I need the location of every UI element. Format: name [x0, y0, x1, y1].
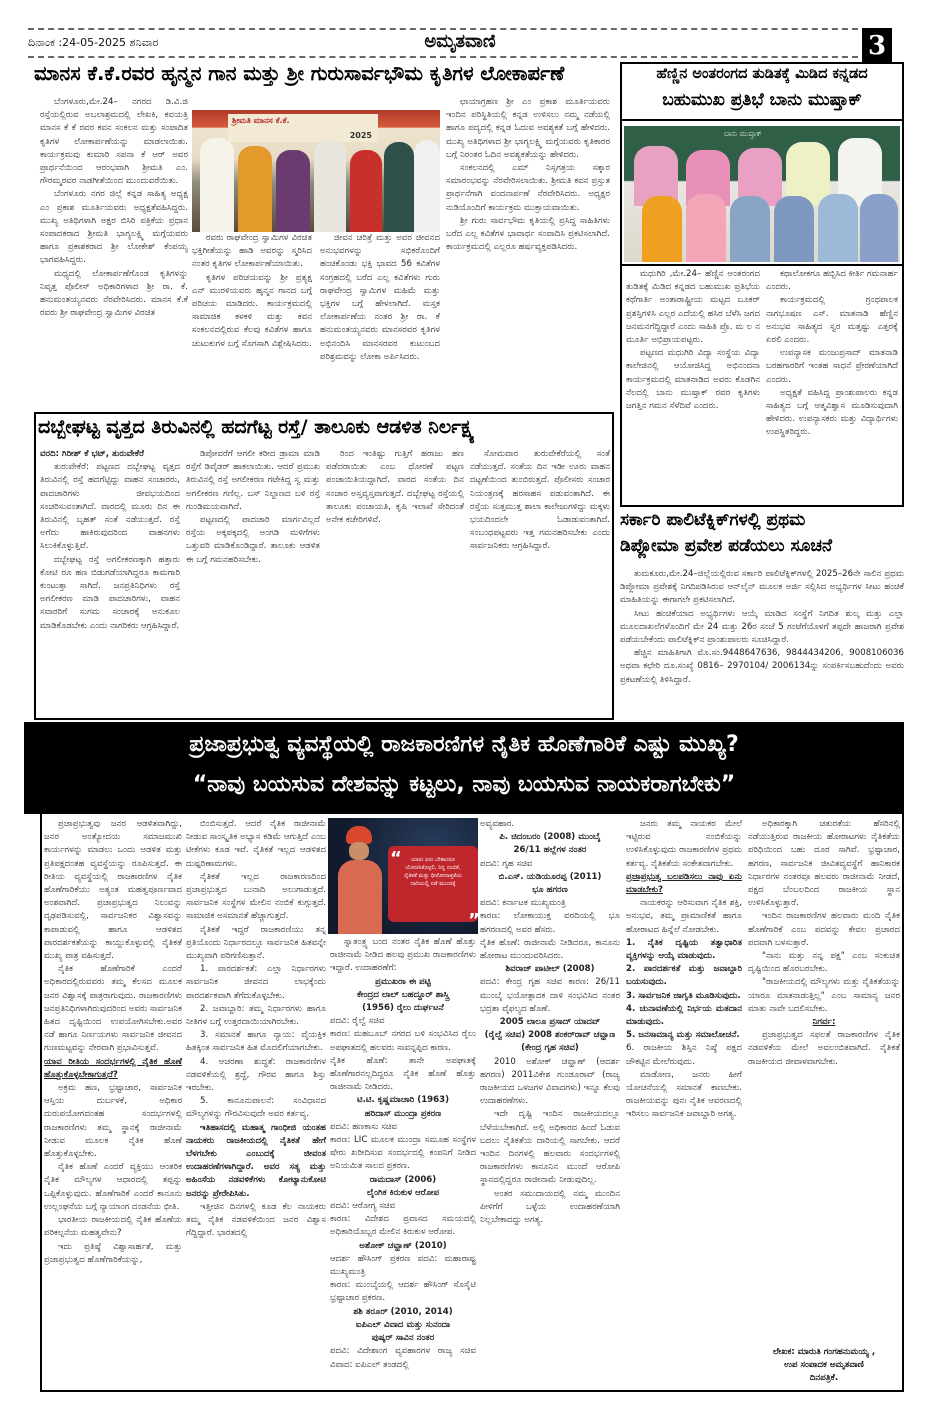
story4-col2: [186, 448, 320, 716]
paragraph: "ನಾನು ಮತ್ತು ನನ್ನ ಪಕ್ಷ" ಎಂಬ ಸಂಕುಚಿತ ದೃಷ್ಟಿಯಿಂದ ಹೊರಬರಬೇಕು.: [748, 951, 900, 975]
list-item: 5. ಕಾನೂನುಪಾಲನೆ: ಸಂವಿಧಾನದ ಮೌಲ್ಯಗಳನ್ನು ಗೌರವಿಸುವುದೇ ಅವರ ಕರ್ತವ್ಯ.: [186, 1096, 326, 1120]
paragraph: ಡಿಪೋವರೆಗೆ ಆಗಲೀ ಕರೀದ ಡ್ರಾಮಾ ಮಾಡಿ ರಸ್ತೆಗೆ ಡಿವೈಡರ್ ಹಾಕಲಾಯಿತು. ಆದರೆ ಪ್ರಮುಖ ತಿರುವಿನಲ್ಲಿ ರಸ್ತೆ ಅಗಲೀಕರಣ ಗಟೇಕಿದ್ದ ಸ್ವ ಮತ್ತು ಅಗಲೀಕರಣ ಗಣಿಲ್ಲ. ಬಸ್ ನಿಲ್ದಾಣದ ಬಳಿ ರಸ್ತೆ ಗುಂಡಿಮಯವಾಗಿದೆ.: [186, 449, 320, 512]
paragraph: ಇತಿಹಾಸದಲ್ಲಿ ಮಹಾತ್ಮ ಗಾಂಧೀಜಿ ಯಂತಹ ನಾಯಕರು ರಾಜಕೀಯದಲ್ಲಿ ನೈತಿಕತೆ ಹೇಗೆ ಬೆಳಗಬೇಕು ಎಂಬುದಕ್ಕೆ ಜೀವಂತ ಉದಾಹರಣೆಗಳಾಗಿದ್ದಾರೆ. ಅವರ ಸತ್ಯ ಮತ್ತು ಅಹಿಂಸೆಯ ನಡವಳಿಕೆಗಳು ಕೋಟ್ಯಾನುಕೋಟಿ ಜನರನ್ನು ಪ್ರೇರೇಪಿಸಿತು.: [186, 1122, 326, 1199]
paragraph: ಪದವಿ: ರೈಲ್ವೆ ಸಚಿವ: [330, 1016, 385, 1027]
story4-headline: ದಬ್ಬೇಘಟ್ಟ ವೃತ್ತದ ತಿರುವಿನಲ್ಲಿ ಹದಗೆಟ್ಟ ರಸ್ತೆ/ ತಾಲೂಕು ಆಡಳಿತ ನಿರ್ಲಕ್ಷ್ಯ: [38, 416, 475, 438]
paragraph: ಪದವಿ: ಕೇಂದ್ರ ಗೃಹ ಸಚಿವ ಕಾರಣ: 26/11 ಮುಂಬೈ ಭಯೋತ್ಪಾದಕ ದಾಳಿ ಸಂಭವಿಸಿದ ನಂತರ ಭದ್ರತಾ ವೈಫಲ್ಯದ ಹೊಣೆ.: [480, 977, 620, 1014]
case-title: ಲೈಂಗಿಕ ಕಿರುಕುಳ ಆರೋಪ: [366, 1187, 440, 1198]
paragraph: ಜೀವನ ಚರಿತ್ರೆ ಮತ್ತು ಅವರ ಜೀವನದ ಅನುಭವಗಳನ್ನು ಸಭಿಕರೊಂದಿಗೆ ಹಂಚಿಕೊಂಡು ಭಕ್ತಿ ಭಾವದ 56 ಕವಿತೆಗಳ ಸಂಗ್ರಹದಲ್ಲಿ ಬರೆದ ಎಲ್ಲ ಕವಿತೆಗಳು ಗುರು ರಾಘವೇಂದ್ರ ಸ್ವಾಮಿಗಳ ಮಹಿಮೆ ಮತ್ತು ಭಕ್ತಿಗಳ ಬಗ್ಗೆ ಹೇಳಲಾಗಿದೆ. ಮಸ್ತಕ ಲೋಕಾರ್ಪಣೆಯ ನಂತರ ಶ್ರೀ ರಾ. ಕೆ ಹನುಮಂತಯ್ಯನವರು ಮಾನಸರವರ ಕೃತಿಗಳ ಅಭಿನಂದಿಸಿ ಮಾನಸರವರ ಕುಟುಂಬದ ಪರಿಶ್ರಮವನ್ನು ಲೋಕಾ ಅರ್ಪಿಸಿದರು.: [320, 233, 440, 362]
case-title: ಭೂ ಹಗರಣ: [532, 885, 568, 896]
list-item: 1. ನೈತಿಕ ದೃಷ್ಟಿಯ ತತ್ವಾಧಾರಿತ ವ್ಯಕ್ತಿಗಳನ್ನು ಆಯ್ಕೆ ಮಾಡುವುದು.: [626, 937, 742, 962]
page-number: 3: [862, 28, 892, 62]
story1-col4: [446, 96, 610, 398]
quote-card: [388, 846, 480, 931]
byline: ವರದಿ: ಗಿರೀಶ್ ಕೆ ಭಟ್, ತುರುವೇಕೆರೆ: [40, 449, 144, 459]
story1-photo: [192, 110, 440, 232]
paragraph: ಇಂದಿನ ರಾಜಕಾರಣಿಗಳ ಹಲವಾರು ಮಂದಿ ನೈತಿಕ ಹೊಣೆಗಾರಿಕೆ ಎಂಬ ಪದವನ್ನು ಕೇವಲ ಪ್ರಚಾರದ ಪದವಾಗಿ ಬಳಸುತ್ತಾರೆ.: [748, 911, 900, 948]
photo-rule: [620, 264, 904, 266]
story1-col3: [320, 232, 440, 398]
story1-col1: [40, 96, 188, 398]
masthead-bottom-rule: [28, 56, 858, 58]
subheading: ನಿಗರ್ವ:: [812, 1017, 836, 1028]
paragraph: ಇತ್ತೀಚಿನ ದಿನಗಳಲ್ಲಿ ಕೂಡ ಕೆಲ ನಾಯಕರು ತಮ್ಮ ನೈತಿಕ ನಡವಳಿಕೆಯಿಂದ ಜನರ ವಿಶ್ವಾಸ ಗೆದ್ದಿದ್ದಾರೆ. ಭಾರತದಲ್ಲಿ: [186, 1201, 326, 1239]
banner-year: 2025: [349, 131, 372, 140]
paragraph: ಕಾರಣ: ವಿದೇಶದ ಪ್ರವಾಸದ ಸಮಯದಲ್ಲಿ ಅಧಿಕಾರಿಯೊಬ್ಬರ ಮೇಲಿನ ಕಿರುಕುಳ ಆರೋಪ.: [330, 1214, 476, 1238]
story4-col3: [326, 448, 464, 716]
paragraph: ಹೆಚ್ಚಿನ ಮಾಹಿತಿಗಾಗಿ ಮೊ.ಸಂ.9448647636, 9844434206, 9008106036 ಅಥವಾ ಕಛೇರಿ ದೂ.ಸಂಖ್ಯೆ 0816– 2970104/ 2006134ನ್ನು ಸಂಪರ್ಕಿಸಬಹುದೆಂದು ಅವರು ಪ್ರಕಟಣೆಯಲ್ಲಿ ತಿಳಿಸಿದ್ದಾರೆ.: [620, 648, 904, 685]
list-item: 6. ರಾಜಕೀಯ ಶಿಸ್ತಿನ ನಿಷ್ಠೆ ಪಕ್ಷದ ಚೌಕಟ್ಟಿನ ಮೇಲೆರುವುದು.: [626, 1043, 742, 1067]
story1-headline: ಮಾನಸ ಕೆ.ಕೆ.ರವರ ಹೃನ್ಮನ ಗಾನ ಮತ್ತು ಶ್ರೀ ಗುರುಸಾರ್ವಭೌಮ ಕೃತಿಗಳ ಲೋಕಾರ್ಪಣೆ: [34, 62, 565, 85]
feature-subheadline: “ನಾವು ಬಯಸುವ ದೇಶವನ್ನು ಕಟ್ಟಲು, ನಾವು ಬಯಸುವ ನಾಯಕರಾಗಬೇಕು”: [192, 772, 736, 797]
case-title: ಟಿ.ಟಿ. ಕೃಷ್ಣಮಾಚಾರಿ (1963): [356, 1095, 450, 1106]
paragraph: ತುರುವೇಕೆರೆ: ಪಟ್ಟಣದ ದಬ್ಬೇಘಟ್ಟ ವೃತ್ತದ ತಿರುವಿನಲ್ಲಿ ರಸ್ತೆ ಹದಗೆಟ್ಟಿದ್ದು ವಾಹನ ಸಂಚಾರರು, ಪಾದಚಾರಿಗಳು ಜೀವಭಯದಿಂದ ಸಂಚರಿಸುವಂತಾಗಿದೆ. ವಾರದಲ್ಲಿ ಮೂರು ದಿನ ಈ ತಿರುವಿನಲ್ಲಿ ಬೃಹತ್ ಸಂತೆ ನಡೆಯುತ್ತದೆ. ರಸ್ತೆ ಅಗೆದು ಹಾಕಿರುವುದರಿಂದ ವಾಹನಗಳು ಸಿಲುಕಿಕೊಳ್ಳುತ್ತಿವೆ.: [40, 462, 180, 552]
banner-text: ಶ್ರೀಮತಿ ಮಾನಸ ಕೆ.ಕೆ.: [232, 116, 290, 125]
quote-close-icon: ”: [468, 910, 480, 931]
paragraph: ಇದೇ ದೃಷ್ಟಿ ಇಂದಿನ ರಾಜಕೀಯದಲ್ಲೂ ಬೆಳೆಯಬೇಕಾಗಿದೆ. ಅಲ್ಲಿ ಅಧಿಕಾರದ ಹಿಂದೆ ಓಡುವ ಬದಲು ನೈತಿಕತೆಯ ದಾರಿಯಲ್ಲಿ ಸಾಗಬೇಕು. ಆದರೆ ಇಂದಿನ ದಿನಗಳಲ್ಲಿ ಹಲವಾರು ಸಂದರ್ಭಗಳಲ್ಲಿ ರಾಜಕಾರಣಿಗಳು ಕಾನೂನಿನ ಮುಂದೆ ಆರೋಪಿ ಸ್ಥಾನದಲ್ಲಿದ್ದರೂ ರಾಜೀನಾಮೆ ನೀಡುವುದಿಲ್ಲ.: [480, 1109, 620, 1186]
paragraph: ಸೋಮವಾರ ತುರುವೇಕೆರೆಯಲ್ಲಿ ಸಂತೆ ನಡೆಯುತ್ತದೆ. ಸಂತೆಯ ದಿನ ಇಡೀ ಊರು ವಾಹನ ದಟ್ಟಣೆಯಿಂದ ತುಂಬಿರುತ್ತದೆ. ಪೊಲೀಸರು ಸಂಚಾರ ನಿಯಂತ್ರಣಕ್ಕೆ ಹರಸಾಹಸ ಪಡುವಂತಾಗಿದೆ. ಈ ರಸ್ತೆಯ ಸುತ್ತಮುತ್ತ ಶಾಲಾ ಕಾಲೇಜುಗಳಿದ್ದು ಮಕ್ಕಳು ಭಯದಿಂದಲೇ ಓಡಾಡುವಂತಾಗಿದೆ. ಸಂಬಂಧಪಟ್ಟವರು ಇತ್ತ ಗಮನಹರಿಸಬೇಕು ಎಂದು ಸಾರ್ವಜನಿಕರು ಆಗ್ರಹಿಸಿದ್ದಾರೆ.: [470, 449, 610, 552]
list-item: 5. ಜನಸಾಮಾನ್ಯ ಮತ್ತು ಸಮಾಲೋಚನೆ.: [626, 1030, 740, 1041]
story2-headline-line2: ಬಹುಮುಖ ಪ್ರತಿಭೆ ಬಾನು ಮುಷ್ತಾಕ್: [662, 90, 862, 110]
author-credit: [748, 1346, 900, 1385]
paragraph: ಸೀಟು ಹಂಚಿಕೆಯಾದ ಅಭ್ಯರ್ಥಿಗಳು ಆಯ್ಕೆ ಮಾಡಿದ ಸಂಸ್ಥೆಗೆ ನಿಗದಿತ ಶುಲ್ಕ ಮತ್ತು ಎಲ್ಲಾ ಮೂಲದಾಖಲೆಗಳೊಂದಿಗೆ ಮೇ 24 ಮತ್ತು 26ರ ಸಂಜೆ 5 ಗಂಟೆಗೆಯೊಳಗೆ ತಪ್ಪದೇ ಹಾಜರಾಗಿ ಪ್ರವೇಶ ಪಡೆಯಬೇಕೆಂದು ಪಾಲಿಟೆಕ್ನಿಕ್‌ನ ಪ್ರಾಂಶುಪಾಲರು ಸೂಚಿಸಿದ್ದಾರೆ.: [620, 608, 904, 646]
board-text: ಬಾನು ಮುಷ್ತಾಕ್: [724, 130, 762, 138]
paragraph: ಪಟ್ಟಣದ ಮಧುಗಿರಿ ವಿದ್ಯಾ ಸಂಸ್ಥೆಯ ವಿದ್ಯಾ ಕಾಲೇಜಿನಲ್ಲಿ ಆಯೋಜಿಸಿದ್ದ ಅಭಿನಂದನಾ ಕಾರ್ಯಕ್ರಮದಲ್ಲಿ ಮಾತನಾಡಿದ ಅವರು ಕೊಡಗಿನ ನೆಲದಲ್ಲಿ ಬಾನು ಮುಷ್ತಾಕ್ ರವರ ಕೃತಿಗಳು ಜಗತ್ತಿನ ಗಮನ ಸೆಳೆದಿವೆ ಎಂದರು.: [626, 348, 760, 412]
paragraph: ರವರು ರಾಘವೇಂದ್ರ ಸ್ವಾಮಿಗಳ ವಿರಚಿತ ಭಕ್ತಿಗೀತೆಯನ್ನು ಹಾಡಿ ಅವರನ್ನು ಸ್ಮರಿಸಿದ ನಂತರ ಕೃತಿಗಳ ಲೋಕಾರ್ಪಣೆಯಾಯಿತು.: [192, 233, 312, 270]
paragraph: ಉಪನ್ಯಾಸಕ ಮಂಜುಪ್ರಸಾದ್ ಮಾತನಾಡಿ ಬರಹಗಾರರಿಗೆ ಇಂತಹ ಸಾಧನೆ ಪ್ರೇರಣೆಯಾಗಿದೆ ಎಂದರು.: [766, 348, 898, 385]
story2-col1: [626, 268, 760, 502]
paragraph: ಮಧುಗಿರಿ ,ಮೇ.24– ಹೆಣ್ಣಿನ ಅಂತರಂಗದ ತುಡಿತಕ್ಕೆ ಮಿಡಿದ ಕನ್ನಡದ ಬಹುಮುಖ ಪ್ರತಿಭೆಯ ಕಥೆಗಾರ್ತಿ ಅಂತಾರಾಷ್ಟ್ರೀಯ ಮಟ್ಟದ ಬೂಕರ್ ಪ್ರಶಸ್ತಿಗಳಿಸಿ ಎಲ್ಲರ ಎದೆಯಲ್ಲಿ ಹಸಿರ ಬೆಳೆಸಿ ಜಗದ ಜನಮನಗೆದ್ದಿದ್ದಾರೆ ಎಂದು ಸಾಹಿತಿ ಪ್ರೊ. ಮ ಲ ನ ಮೂರ್ತಿ ಅಭಿಪ್ರಾಯಪಟ್ಟರು.: [626, 269, 760, 346]
paragraph: ಪಟ್ಟಣದಲ್ಲಿ ಪಾದಚಾರಿ ಮಾರ್ಗವಿಲ್ಲದೆ ರಸ್ತೆಯ ಅಕ್ಕಪಕ್ಕದಲ್ಲಿ ಅಂಗಡಿ ಮಳಿಗೆಗಳು ಒತ್ತುವರಿ ಮಾಡಿಕೊಂಡಿದ್ದಾರೆ. ತಾಲೂಕು ಆಡಳಿತ ಈ ಬಗ್ಗೆ ಗಮನಹರಿಸಬೇಕು.: [186, 515, 320, 565]
newspaper-title: ಅಮೃತವಾಣಿ: [424, 31, 496, 52]
feature-col6: [748, 818, 900, 1338]
paragraph: ನೈತಿಕತೆ ಇಲ್ಲದ ರಾಜಕಾರಣದಿಂದ ಪ್ರಜಾಪ್ರಭುತ್ವದ ಬುನಾದಿ ಅಲುಗಾಡುತ್ತದೆ. ಸಾರ್ವಜನಿಕ ಸಂಸ್ಥೆಗಳ ಮೇಲಿನ ನಂಬಿಕೆ ಕುಗ್ಗುತ್ತದೆ. ಸಾಮಾಜಿಕ ಅಸಮಾನತೆ ಹೆಚ್ಚಾಗುತ್ತದೆ.: [186, 871, 326, 922]
paragraph: ನಾಯಕರನ್ನು ಆರಿಸುವಾಗ ನೈತಿಕ ಶಕ್ತಿ, ಅನುಭವ, ತಮ್ಮ ಪ್ರಾಮಾಣಿಕತೆ ಹಾಗೂ ಹೋರಾಟದ ಹಿನ್ನೆಲೆ ನೋಡಬೇಕು.: [626, 898, 742, 935]
paragraph: ಮಾಡೋಣ, ಜನರು ಹೀಗೆ ಯೋಚನೆಯಲ್ಲಿ ಸಮಾನತೆ ಕಾಣಬೇಕು. ರಾಜಕೀಯವನ್ನು ಪುನಃ ನೈತಿಕ ಆವರಣದಲ್ಲಿ ಇರಿಸಲು ಸಾರ್ವಜನಿಕ ಜವಾಬ್ದಾರಿ ಅಗತ್ಯ.: [626, 1069, 742, 1120]
story3-headline-line2: ಡಿಪ್ಲೋಮಾ ಪ್ರವೇಶ ಪಡೆಯಲು ಸೂಚನೆ: [620, 536, 833, 556]
feature-headline: ಪ್ರಜಾಪ್ರಭುತ್ವ ವ್ಯವಸ್ಥೆಯಲ್ಲಿ ರಾಜಕಾರಣಿಗಳ ನೈತಿಕ ಹೊಣೆಗಾರಿಕೆ ಎಷ್ಟು ಮುಖ್ಯ?: [189, 732, 739, 757]
paragraph: ಕಾರಣ: ಲೋಕಾಯುಕ್ತ ವರದಿಯಲ್ಲಿ ಭೂ ಹಗರಣದಲ್ಲಿ ಅವರ ಹೆಸರು.: [480, 911, 620, 935]
list-item: 4. ಚುನಾವಣೆಯಲ್ಲಿ ನಿರ್ಭಯ ಮತದಾನ ಮಾಡುವುದು.: [626, 1003, 742, 1028]
paragraph: ಸ್ವಾತಂತ್ರ್ಯ ಬಂದ ನಂತರ ನೈತಿಕ ಹೊಣೆ ಹೊತ್ತು ರಾಜೀನಾಮೆ ನೀಡಿದ ಹಲವು ಪ್ರಮುಖ ರಾಜಕಾರಣಿಗಳು ಇದ್ದಾರೆ. ಉದಾಹರಣೆಗೆ:: [330, 937, 476, 974]
masthead-top-rule: [28, 28, 858, 30]
list-item: 2. ಪಾರದರ್ಶಕತೆ ಮತ್ತು ಜವಾಬ್ದಾರಿ ಬಯಸುವುದು.: [626, 964, 742, 988]
paragraph: ಕಾರಣ: LIC ಮೂಲಕ ಮುಂದ್ರಾ ಸಮೂಹ ಸಂಸ್ಥೆಗಳ ಷೇರು ಖರೀದಿಸುವ ಸಂದರ್ಭದಲ್ಲಿ ಕಂಪನಿಗೆ ನೀಡಿದ ಅನಿಯಮಿತ ಸಾಲದ ಪ್ರಕರಣ.: [330, 1135, 476, 1172]
feature-col4: [480, 818, 620, 1386]
feature-col1: [44, 818, 182, 1386]
quote-text: ಯಾರು ಏನು ಬೇಕಾದರೂ ಯೋಚಿಸಿಕೊಳ್ಳಲಿ, ನಿನ್ನ ನಂಬಿಕೆ, ನೈತಿಕತೆ ಮತ್ತು ಧೀರೋದಾತ್ತತೆಯ ದಾರಿಯಲ್ಲಿ ನಡೆ ಮುಂದಕ್ಕೆ: [404, 857, 462, 887]
paragraph: "ರಾಜಕೀಯದಲ್ಲಿ ಮೌಲ್ಯಗಳು ಮತ್ತು ನೈತಿಕತೆಯನ್ನು ಯಾರೂ ಮಾತನಾಡುತ್ತಿಲ್ಲ" ಎಂಬ ಸಾಮಾನ್ಯ ಜನರ ಮಾತು ನಾವೇ ಬದಲಿಸಬೇಕು.: [748, 977, 900, 1014]
case-title: ಪಿ. ಚಿದಂಬರಂ (2008) ಮುಂಬೈ: [499, 832, 601, 843]
paragraph: ನೈತಿಕ ಹೊಣೆ: ತಾನೇ ಅಪಘಾತಕ್ಕೆ ಹೊಣೆಗಾರನಲ್ಲದಿದ್ದರೂ ನೈತಿಕ ಹೊಣೆ ಹೊತ್ತು ರಾಜೀನಾಮೆ ನೀಡಿದರು.: [330, 1055, 476, 1093]
case-title: ಶಿವರಾಜ್ ಪಾಟೀಲ್ (2008): [505, 964, 595, 975]
paragraph: ಆದರ್ಶ ಹೌಸಿಂಗ್ ಪ್ರಕರಣ ಪದವಿ: ಮಹಾರಾಷ್ಟ್ರ ಮುಖ್ಯಮಂತ್ರಿ: [330, 1253, 476, 1278]
story2-photo: [624, 126, 900, 262]
feature-col3: [330, 936, 476, 1386]
feature-col5: [626, 818, 742, 1386]
paragraph: ಬಿಂಬಿಸುತ್ತದೆ. ಆದರೆ ನೈತಿಕ ರಾಜೀನಾಮೆ ನೀಡುವ ಸಾಂಸ್ಕೃತಿಕ ಅಭ್ಯಾಸ ಕಡಿಮೆ ಆಗುತ್ತಿದೆ ಎಂಬ ಟೀಕೆಗಳು ಕೂಡ ಇವೆ. ನೈತಿಕತೆ ಇಲ್ಲದ ಆಡಳಿತದ ದುಷ್ಪರಿಣಾಮಗಳು.: [186, 819, 326, 869]
paragraph: ಪದವಿ: ವಿದೇಶಾಂಗ ವ್ಯವಹಾರಗಳ ರಾಜ್ಯ ಸಚಿವ ವಿವಾದ: ಐಪಿಎಲ್ ತಂಡದಲ್ಲಿ: [330, 1346, 476, 1370]
paragraph: ಕಥಾಲೋಕಗೂ ಹಬ್ಬಿಸಿದ ಕೀರ್ತಿ ಗಮನಾರ್ಹ ಎಂದರು.: [766, 269, 898, 293]
paragraph: ಬೆಂಗಳೂರು,ಮೇ.24– ನಗರದ ಡಿ.ವಿ.ಜಿ ರಸ್ತೆಯಲ್ಲಿರುವ ಅಬಲಾಶ್ರಮದಲ್ಲಿ ಲೇಖಕಿ, ಕವಯತ್ರಿ ಮಾನಸ ಕೆ ಕೆ ರವರ ಕವನ ಸಂಕಲನ ಮತ್ತು ಸಂಪಾದಿತ ಕೃತಿಗಳ ಲೋಕಾರ್ಪಣೆಯನ್ನು ಮಾಡಲಾಯಿತು. ಕಾರ್ಯಕ್ರಮವು ಕುಮಾರಿ ಸಪನಾ ಕೆ ಆರ್ ಅವರ ಪ್ರಾರ್ಥನೆಯಿಂದ ಆರಂಭವಾಗಿ ಶ್ರೀಮತಿ ಎಂ. ಗೌರಮ್ಮರವರ ನಾಡಗೀತೆಯಿಂದ ಮುಂದುವರೆಯಿತು.: [40, 97, 188, 187]
headline-rule: [620, 119, 904, 121]
portrait-figure: [334, 826, 384, 934]
paragraph: ಕಾರ್ಯಕ್ರಮದಲ್ಲಿ ಗ್ರಂಥಪಾಲಕ ನಾಗಭೂಷಣ ಎಸ್. ಮಾತನಾಡಿ ಹೆಣ್ಣಿನ ಅನುಭವ ಸಾಹಿತ್ಯದ ಸ್ವರ ಮತ್ತಷ್ಟು ಎತ್ತರಕ್ಕೆ ಏರಲಿ ಎಂದರು.: [766, 295, 898, 346]
paragraph: ಪ್ರಜಾಪ್ರಭುತ್ವವು ಜನರ ಆಡಳಿತವಾಗಿದ್ದು, ಜನರ ಅಂತ್ಯೋದಯ ಸಮಾಜಮುಖಿ ಕಾರ್ಯಗಳನ್ನು ಮಾಡಲು ಒಂದು ಆಡಳಿತ ಮತ್ತು ಪ್ರತಿಪಕ್ಷದಂತಹ ವ್ಯವಸ್ಥೆಯನ್ನು ರೂಪಿಸುತ್ತದೆ. ಈ ರೀತಿಯ ವ್ಯವಸ್ಥೆಯಲ್ಲಿ ರಾಜಕಾರಣಿಗಳ ನೈತಿಕ ಹೊಣೆಗಾರಿಕೆಯು ಅತ್ಯಂತ ಮಹತ್ವಪೂರ್ಣವಾದ ಅಂಶವಾಗಿದೆ. ಪ್ರಜಾಪ್ರಭುತ್ವದ ನಿಲುವನ್ನು ದೃಢಪಡಿಸುವಲ್ಲಿ, ಸಾರ್ವಜನಿಕರ ವಿಶ್ವಾಸವನ್ನು ಕಾಪಾಡುವಲ್ಲಿ ಹಾಗೂ ಆಡಳಿತದ ಪಾರದರ್ಶಕತೆಯನ್ನು ಕಾಯ್ದುಕೊಳ್ಳುವಲ್ಲಿ ನೈತಿಕತೆ ಮುಖ್ಯ ಪಾತ್ರ ವಹಿಸುತ್ತದೆ.: [44, 819, 182, 962]
feature-col2: [186, 818, 326, 1386]
case-title: 26/11 ಹಲ್ಲೆಗಳ ನಂತರ: [513, 845, 587, 856]
story2-headline-line1: ಹೆಣ್ಣಿನ ಅಂತರಂಗದ ತುಡಿತಕ್ಕೆ ಮಿಡಿದ ಕನ್ನಡದ: [656, 66, 868, 82]
story3-headline-line1: ಸರ್ಕಾರಿ ಪಾಲಿಟೆಕ್ನಿಕ್‌ಗಳಲ್ಲಿ ಪ್ರಥಮ: [620, 510, 806, 530]
paragraph: ಅವ್ಯವಹಾರ.: [480, 819, 515, 829]
paragraph: ಪದವಿ: ಹಣಕಾಸು ಸಚಿವ: [330, 1121, 398, 1132]
paragraph: ಪದವಿ: ಆರೋಗ್ಯ ಸಚಿವ: [330, 1201, 396, 1212]
paragraph: ಛಾಯಾಗ್ರಹಣ ಶ್ರೀ ಎಂ ಪ್ರಕಾಶ ಮೂರ್ತಿಯವರು ಇಂದಿನ ಪರಿಸ್ಥಿತಿಯಲ್ಲಿ ಕನ್ನಡ ಉಳಿಸಲು ನಮ್ಮ ನಡೆಯಲ್ಲಿ ಹಾಗೂ ಪದ್ಯದಲ್ಲಿ ಕನ್ನಡ ಓದುವ ಅವಶ್ಯಕತೆ ಬಗ್ಗೆ ಹೇಳಿದರು. ಮುಖ್ಯ ಅತಿಥಿಗಳಾದ ಶ್ರೀ ಭಾಗ್ಯಲಕ್ಷ್ಮಿ ಮಗ್ಗೆಯವರು ಕೃತಿಕಾರರ ಬಗ್ಗೆ ನಿರಂತರ ಓದಿನ ಅವಶ್ಯಕತೆಯನ್ನು ಹೇಳಿದರು.: [446, 97, 610, 160]
paragraph: ಕೃತಿಗಳ ಪರಿಚಯವನ್ನು ಶ್ರೀ ಪ್ರತ್ಯಕ್ಷ ಎನ್ ಮುರಳಿಯವರು ಹೃನ್ಮನ ಗಾನದ ಬಗ್ಗೆ ಪರಿಚಯ ಮಾಡಿದರು. ಕಾರ್ಯಕ್ರಮದಲ್ಲಿ ಸಾಮಾಜಿಕ ಕಳಕಳಿ ಮತ್ತು ಕವನ ಸಂಕಲನದಲ್ಲಿರುವ ಕೆಲವು ಕವಿತೆಗಳ ಹಾಗೂ ಚುಟುಕುಗಳ ಬಗ್ಗೆ ಸೊಗಸಾಗಿ ವಿಶ್ಲೇಷಿಸಿದರು.: [192, 272, 312, 349]
case-title: ರಾಮದಾಸ್ (2006): [369, 1174, 437, 1185]
case-title: ಬಿ.ಎಸ್. ಯಡಿಯೂರಪ್ಪ (2011): [498, 871, 602, 882]
subheading: ಪ್ರಜಾಪ್ರಭುತ್ವ ಬಲಪಡಿಸಲು ನಾವು ಏನು ಮಾಡಬೇಕು?: [626, 871, 742, 896]
paragraph: ದಬ್ಬೇಘಟ್ಟ ರಸ್ತೆ ಅಗಲೀಕರಣಕ್ಕಾಗಿ ಹತ್ತಾರು ಕೋಟಿ ರೂ ಹಣ ಬಿಡುಗಡೆಯಾಗಿದ್ದರೂ ಕಾಮಗಾರಿ ಕುಂಟುತ್ತಾ ಸಾಗಿದೆ. ಜನಪ್ರತಿನಿಧಿಗಳು ರಸ್ತೆ ಅಗಲೀಕರಣ ಮಾಡಿ ಪಾದಚಾರಿಗಳು, ವಾಹನ ಸವಾರರಿಗೆ ಸುಗಮ ಸಂಚಾರಕ್ಕೆ ಅನುಕೂಲ ಮಾಡಿಕೊಡಬೇಕು ಎಂದು ನಾಗರಿಕರು ಆಗ್ರಹಿಸಿದ್ದಾರೆ.: [40, 554, 180, 631]
paragraph: ಶ್ರೀ ಗುರು ಸಾರ್ವಭೌಮ ಕೃತಿಯಲ್ಲಿ ಪ್ರಸಿದ್ಧ ಸಾಹಿತಿಗಳು ಬರೆದ ಎಲ್ಲ ಕವಿತೆಗಳ ಭಾವಾರ್ಥ ಸಂಪಾದಿಸಿ ಪ್ರಕಟಿಸಲಾಗಿದೆ. ಕಾರ್ಯಕ್ರಮದಲ್ಲಿ ಎಲ್ಲರೂ ಹರ್ಷವ್ಯಕ್ತಪಡಿಸಿದರು.: [446, 215, 610, 253]
paragraph: ನೈತಿಕತೆ ಇದ್ದರೆ ರಾಜಕಾರಣಿಯು ತನ್ನ ಪ್ರತಿಯೊಂದು ನಿರ್ಧಾರದಲ್ಲೂ ಸಾರ್ವಜನಿಕ ಹಿತವನ್ನೇ ಮುಖ್ಯವಾಗಿ ಪರಿಗಣಿಸುತ್ತಾನೆ.: [186, 924, 326, 962]
feature-quote-image: [328, 818, 478, 934]
story2-col2: [766, 268, 898, 502]
case-title: 2005 ಲಾಲೂ ಪ್ರಸಾದ್ ಯಾದವ್: [499, 1017, 601, 1028]
author-name: ಲೇಖಕ: ಮಾರುತಿ ಗಂಗಹನುಮಯ್ಯ ,: [772, 1347, 876, 1357]
paragraph: ತುಮಕೂರು,ಮೇ.24–ಜಿಲ್ಲೆಯಲ್ಲಿರುವ ಸರ್ಕಾರಿ ಪಾಲಿಟೆಕ್ನಿಕ್‌ಗಳಲ್ಲಿ 2025–26ನೇ ಸಾಲಿನ ಪ್ರಥಮ ಡಿಪ್ಲೋಮಾ ಪ್ರವೇಶಕ್ಕೆ ನಿಗದಿಪಡಿಸಿರುವ ಆನ್‌ಲೈನ್ ಮೂಲಕ ಅರ್ಜಿ ಸಲ್ಲಿಸಿದ ಅಭ್ಯರ್ಥಿಗಳ ಸೀಟು ಹಂಚಿಕೆ ಮಾಹಿತಿಯನ್ನು ಈಗಾಗಲೇ ಪ್ರಕಟಿಸಲಾಗಿದೆ.: [620, 569, 904, 606]
author-designation: ಉಪ ಸಂಪಾದಕ ಅಮೃತವಾಣಿ: [784, 1360, 864, 1370]
paragraph: ನೈತಿಕ ಹೊಣೆ: ರಾಜೀನಾಮೆ ನೀಡಿದರೂ, ಕಾನೂನು ಹೋರಾಟ ಮುಂದುವರಿಸಿದರು.: [480, 937, 620, 962]
paragraph: ಸಂಕಲನದಲ್ಲಿ ಎಮ್ ನಿಸ್ಸಗತ್ರಯ ಸತ್ಕಾರ ಸಮಾರಂಭವನ್ನು ನೆರವೇರಿಸಲಾಯಿತು. ಶ್ರೀಮತಿ ಕವನ ಪ್ರಸ್ತುತ ಪ್ರಾರ್ಥನೆಗಾಗಿ ವಂದನಾರ್ಪಣೆ ನೆರವೇರಿಸಿದರು. ಅಧ್ಯಕ್ಷರ ನುಡಿಯೊಂದಿಗೆ ಕಾರ್ಯಕ್ರಮ ಮುಕ್ತಾಯವಾಯಿತು.: [446, 163, 610, 213]
story4-col1: [40, 448, 180, 716]
case-title: (1956) ರೈಲು ದುರ್ಘಟನೆ: [362, 1003, 444, 1014]
case-title: ಅಶೋಕ್ ಚವ್ಹಾಣ್ (2010): [359, 1240, 447, 1251]
story1-col2: [192, 232, 312, 398]
paragraph: 2010 ಅಶೋಕ್ ಚವ್ಹಾಣ್ (ಆದರ್ಶ ಹಗರಣ) 2011ವಿಕೇಶ ಗುಂಡೂರಾವ್ (ರಾಜ್ಯ ರಾಜಕೀಯದ ಒಳಜಗಳ ವಿವಾದಗಳು) ಇನ್ನೂ ಕೆಲವು ಉದಾಹರಣೆಗಳು.: [480, 1056, 620, 1107]
list-item: 3. ಸಮಾನತೆ ಹಾಗೂ ನ್ಯಾಯ: ವೈಯಕ್ತಿಕ ಹಿತಕ್ಕಿಂತ ಸಾರ್ವಜನಿಕ ಹಿತ ಮೊದಲಿಗೆಯಾಗಬೇಕು.: [186, 1030, 326, 1054]
case-title: ಐಪಿಎಲ್ ವಿವಾದ ಮತ್ತು ಸುನಂದಾ: [355, 1319, 451, 1330]
story4-col4: [470, 448, 610, 716]
case-title: ಪುಷ್ಕರ್ ಸಾವಿನ ನಂತರ: [371, 1333, 435, 1344]
paragraph: ಅಧ್ಯಕ್ಷತೆ ವಹಿಸಿದ್ದ ಪ್ರಾಂಶುಪಾಲರು ಕನ್ನಡ ಸಾಹಿತ್ಯದ ಬಗ್ಗೆ ಆತ್ಮವಿಶ್ವಾಸ ಮೂಡಿಸುವುದಾಗಿ ಹೇಳಿದರು. ಉಪನ್ಯಾಸಕರು ಮತ್ತು ವಿದ್ಯಾರ್ಥಿಗಳು ಉಪಸ್ಥಿತರಿದ್ದರು.: [766, 387, 898, 438]
paragraph: ಅಂತರ ಸಮುದಾಯದಲ್ಲಿ ನಮ್ಮ ಮುಂದಿನ ಪೀಳಿಗೆಗೆ ಒಳ್ಳೆಯ ಉದಾಹರಣೆಯಾಗಿ ನಿಲ್ಲಬೇಕಾದದ್ದು ಅಗತ್ಯ.: [480, 1188, 620, 1226]
paragraph: ಅಕ್ರಮ ಹಣ, ಭ್ರಷ್ಟಾಚಾರ, ಸಾರ್ವಜನಿಕ ಆಸ್ತಿಯ ದುರ್ಬಳಕೆ, ಅಧಿಕಾರ ದುರುಪಯೋಗದಂತಹ ಸಂದರ್ಭಗಳಲ್ಲಿ ರಾಜಕಾರಣಿಗಳು ತಮ್ಮ ಸ್ಥಾನಕ್ಕೆ ರಾಜೀನಾಮೆ ನೀಡುವ ಮೂಲಕ ನೈತಿಕ ಹೊಣೆ ಹೊತ್ತುಕೊಳ್ಳಬೇಕು.: [44, 1083, 182, 1160]
list-item: 1. ಪಾರದರ್ಶಕತೆ: ಎಲ್ಲಾ ನಿರ್ಧಾರಗಳು ಸಾರ್ವಜನಿಕ ಜೀವನದ ಲಾಭಕ್ಕೆಂದು ಪಾರದರ್ಶಕವಾಗಿ ತೆಗೆದುಕೊಳ್ಳಬೇಕು.: [186, 964, 326, 1001]
issue-date: ದಿನಾಂಕ :24-05-2025 ಶನಿವಾರ: [28, 36, 159, 49]
event-banner: [228, 114, 378, 142]
paragraph: ರಿಂದ ಇಂತಿಷ್ಟು ಗುತ್ತಿಗೆ ಹರಾಜು ಹಣ ಪಡೆದರಾಯಿತು ಎಂಬ ಧೋರಣೆ ಪಟ್ಟಣ ಪಂಚಾಯಿತಿಯದ್ದಾಗಿದೆ. ವಾರದ ಸಂತೆಯ ದಿನ ಸಂಚಾರ ಅಸ್ತವ್ಯಸ್ತವಾಗುತ್ತದೆ. ದಬ್ಬೇಘಟ್ಟ ರಸ್ತೆಯಲ್ಲಿ ತಾಲೂಕು ಪಂಚಾಯತಿ, ಕೃಷಿ ಇಲಾಖೆ ಸೇರಿದಂತೆ ಅನೇಕ ಕಚೇರಿಗಳಿವೆ.: [326, 449, 464, 526]
paragraph: ಪ್ರಜಾಪ್ರಭುತ್ವದ ಸಫಲತೆ ರಾಜಕಾರಣಿಗಳ ನೈತಿಕ ನಡವಳಿಕೆಯ ಮೇಲೆ ಅವಲಂಬಿತವಾಗಿದೆ. ನೈತಿಕತೆ ರಾಜಕೀಯದ ಜೀವಾಳವಾಗಬೇಕು.: [748, 1030, 900, 1067]
list-item: 3. ಸಾರ್ವಜನಿಕ ಜಾಗೃತಿ ಮೂಡಿಸುವುದು.: [626, 990, 741, 1001]
quote-open-icon: “: [390, 848, 402, 869]
case-title: (ರೈಲ್ವೆ ಸಚಿವ) 2008 ಶಂಕರ್‌ರಾವ್ ಚವ್ಹಾಣ (ಕೇಂದ್ರ ಗೃಹ ಸಚಿವ): [484, 1030, 616, 1054]
paragraph: ನೈತಿಕ ಹೊಣೆಗಾರಿಕೆ ಎಂದರೆ ಅಧಿಕಾರದಲ್ಲಿರುವವರು ತಮ್ಮ ಕೆಲಸದ ಮೂಲಕ ಜನರ ವಿಶ್ವಾಸಕ್ಕೆ ಪಾತ್ರರಾಗುವುದು. ರಾಜಕಾರಣಿಗಳು ಜನಪ್ರತಿನಿಧಿಗಳಾಗಿರುವುದರಿಂದ ಅವರು ಸಾರ್ವಜನಿಕ ಹಿತದ ದೃಷ್ಟಿಯಿಂದ ಉಪಯೋಗಿಸಬೇಕು.ಅವರ ನಡೆ ಹಾಗೂ ನಿರ್ಣಯಗಳು ಸಾರ್ವಜನಿಕ ಜೀವನದ ಗುಣಮಟ್ಟವನ್ನು ನೇರವಾಗಿ ಪ್ರಭಾವಿಸುತ್ತವೆ.: [44, 964, 183, 1054]
paragraph: ಕಾರಣ: ಮಹಬೂಬ್ ನಗರದ ಬಳಿ ಸಂಭವಿಸಿದ ರೈಲು ಅಪಘಾತದಲ್ಲಿ ಹಲವರು ಸಾವನ್ನಪ್ಪಿದ ಕಾರಣ.: [330, 1029, 476, 1053]
paragraph: ಪದವಿ: ಗೃಹ ಸಚಿವ: [480, 858, 533, 869]
paragraph: ಕಾರಣ: ಮುಂಬೈಯಲ್ಲಿ ಆದರ್ಶ ಹೌಸಿಂಗ್ ಸೊಸೈಟಿ ಭ್ರಷ್ಟಾಚಾರ ಪ್ರಕರಣ.: [330, 1280, 476, 1304]
list-item: 2. ಜವಾಬ್ದಾರಿ: ತಮ್ಮ ನಿರ್ಧಾರಗಳು ಹಾಗೂ ನೀತಿಗಳ ಬಗ್ಗೆ ಉತ್ತರದಾಯಿಯಾಗಿರಬೇಕು.: [186, 1003, 326, 1028]
case-title: ಕೇಂದ್ರದ ಲಾಲ್ ಬಹದ್ದೂರ್ ಶಾಸ್ತ್ರಿ: [356, 989, 450, 1000]
case-title: ಪ್ರಮುಖರಾ ಈ ಪಟ್ಟಿ: [375, 976, 431, 987]
paragraph: ಪದವಿ: ಕರ್ನಾಟಕ ಮುಖ್ಯಮಂತ್ರಿ: [480, 898, 566, 909]
author-publication: ದಿನಪತ್ರಿಕೆ.: [809, 1373, 839, 1383]
paragraph: ನೈತಿಕ ಹೊಣೆ ಎಂದರೆ ವ್ಯಕ್ತಿಯು ಆಂತರಿಕ ನೈತಿಕ ಮೌಲ್ಯಗಳ ಆಧಾರದಲ್ಲಿ ತಪ್ಪನ್ನು ಒಪ್ಪಿಕೊಳ್ಳುವುದು. ಹೊಣೆಗಾರಿಕೆ ಎಂದರೆ ಕಾನೂನು ಉಲ್ಲಂಘನೆಯ ಬಗ್ಗೆ ನ್ಯಾಯಾಂಗ ದಂಡನೆಯ ಭೀತಿ.: [44, 1162, 182, 1212]
feature-banner: [24, 722, 904, 814]
paragraph: ಜನರು ತಮ್ಮ ನಾಯಕರ ಮೇಲೆ ಇಟ್ಟಿರುವ ನಂಬಿಕೆಯನ್ನು ಉಳಿಸಿಕೊಳ್ಳುವುದು ರಾಜಕಾರಣಿಗಳ ಪ್ರಥಮ ಕರ್ತವ್ಯ. ನೈತಿಕತೆಯ ಸಂಕೇತವಾಗಬೇಕು.: [626, 819, 742, 869]
story3-body: [620, 568, 904, 716]
paragraph: ಭಾರತೀಯ ರಾಜಕೀಯದಲ್ಲಿ ನೈತಿಕ ಹೊಣೆಯ ಪರಿಕಲ್ಪನೆಯ ಮಹತ್ವವೇನು?: [44, 1215, 182, 1239]
paragraph: ಮಧ್ಯದಲ್ಲಿ ಲೋಕಾರ್ಪಣೆಗೊಂಡ ಕೃತಿಗಳನ್ನು ನಿವೃತ್ತ ಪೊಲೀಸ್ ಅಧಿಕಾರಿಗಳಾದ ಶ್ರೀ ರಾ. ಕೆ. ಹನುಮಂತಯ್ಯನವರು ನೆರವೇರಿಸಿದರು. ಮಾನಸ ಕೆ.ಕೆ ರವರು ಶ್ರೀ ರಾಘವೇಂದ್ರ ಸ್ವಾಮಿಗಳ ವಿರಚಿತ: [40, 268, 188, 319]
paragraph: ಬೆಂಗಳೂರು ನಗರ ಜಿಲ್ಲೆ ಕನ್ನಡ ಸಾಹಿತ್ಯ ಅಧ್ಯಕ್ಷ ಎಂ ಪ್ರಕಾಶ ಮೂರ್ತಿಯವರು ಅಧ್ಯಕ್ಷತೆವಹಿಸಿದ್ದರು. ಮುಖ್ಯ ಅತಿಥಿಗಳಾಗಿ ಅಕ್ಷರ ಬಿಸಿರಿ ಪತ್ರಿಕೆಯ ಪ್ರಧಾನ ಸಂಪಾದಕರಾದ ಶ್ರೀಮತಿ ಭಾಗ್ಯಲಕ್ಷ್ಮಿ ಮಗ್ಗೆಯವರು ಹಾಗೂ ಪ್ರಕಾಶಕರಾದ ಶ್ರೀ ಲೋಕೇಶ್ ಕೆಂಪಯ್ಯ ಭಾಗವಹಿಸಿದ್ದರು.: [40, 189, 188, 266]
case-title: ಶಶಿ ತರೂರ್ (2010, 2014): [353, 1306, 453, 1317]
paragraph: ಇದು ಪ್ರತಿಷ್ಠೆ ವಿಶ್ವಾಸಾರ್ಹತೆ, ಮತ್ತು ಪ್ರಜಾಪ್ರಭುತ್ವದ ಹೊಣೆಗಾರಿಕೆಯನ್ನು,: [44, 1241, 182, 1265]
subheading: ಯಾವ ರೀತಿಯ ಸಂದರ್ಭಗಳಲ್ಲಿ ನೈತಿಕ ಹೊಣೆ ಹೊತ್ತುಕೊಳ್ಳಬೇಕಾಗುತ್ತದೆ?: [44, 1056, 182, 1080]
paragraph: ಅಧಿಕಾರಕ್ಕಾಗಿ ಚತುರತೆಯ ಹೆಸರಿನಲ್ಲಿ ನಡೆಯುತ್ತಿರುವ ರಾಜಕೀಯ ಹೋರಾಟಗಳು ನೈತಿಕತೆಯ ಪರಿಧಿಯಿಂದ ಬಹು ದೂರ ಸಾಗಿವೆ. ಭ್ರಷ್ಟಾಚಾರ, ಹಗರಣ, ಸಾರ್ವಜನಿಕ ಜೀವಿತವ್ಯವಸ್ಥೆಗೆ ಹಾನಿಕಾರಕ ನಿರ್ಧಾರಗಳ ನಂತರವೂ ಹಲವರು ರಾಜೀನಾಮೆ ನೀಡದೆ, ಪಕ್ಷದ ಬೆಂಬಲದಿಂದ ರಾಜಕೀಯ ಸ್ಥಾನ ಉಳಿಸಿಕೊಳ್ಳುತ್ತಾರೆ.: [748, 819, 900, 909]
list-item: 4. ಆಚರಣಾ ಶುದ್ಧತೆ: ರಾಜಕಾರಣಿಗಳ ನಡವಳಿಕೆಯಲ್ಲಿ ಶ್ರದ್ಧೆ, ಗೌರವ ಹಾಗೂ ಶಿಸ್ತು ಇರಬೇಕು.: [186, 1056, 326, 1094]
case-title: ಹರಿದಾಸ್ ಮುಂದ್ರಾ ಪ್ರಕರಣ: [364, 1108, 442, 1119]
